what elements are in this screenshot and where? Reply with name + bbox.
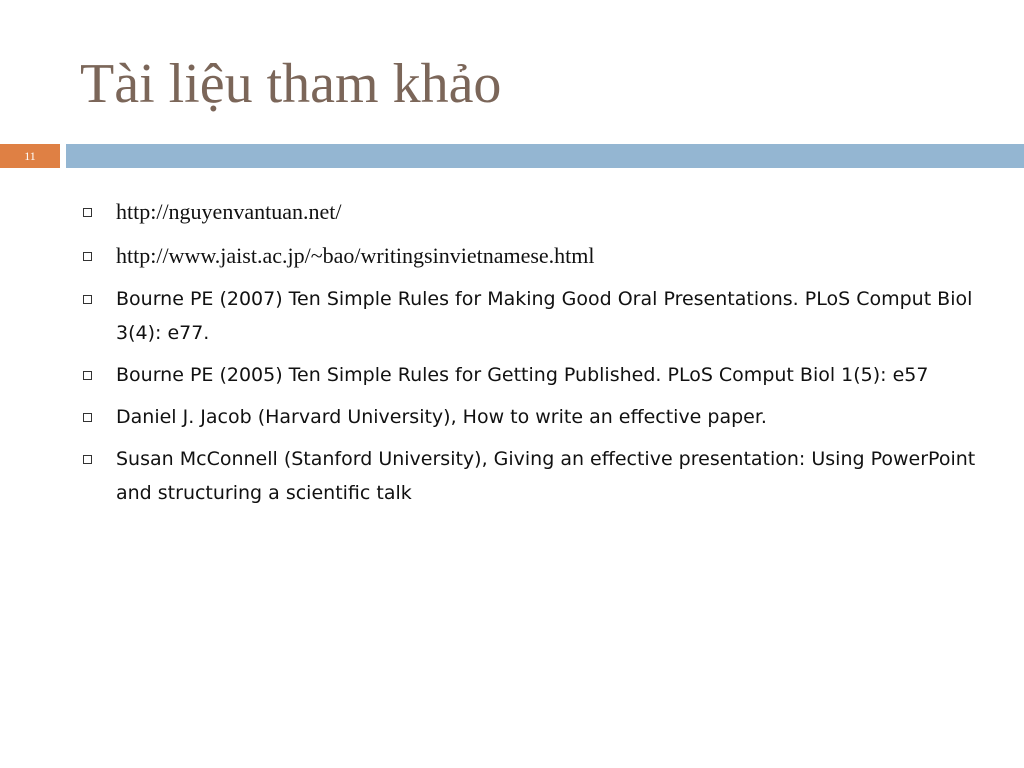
reference-text: Bourne PE (2005) Ten Simple Rules for Getting Published. PLoS Comput Biol 1(5): e57 [116,364,929,386]
hollow-square-bullet-icon [83,295,92,304]
hollow-square-bullet-icon [83,252,92,261]
reference-text: http://www.jaist.ac.jp/~bao/writingsinvietnamese.html [116,243,595,268]
title-rule-bar [66,144,1024,168]
reference-item [80,358,980,392]
reference-item [80,282,980,350]
reference-text: Daniel J. Jacob (Harvard University), How to write an effective paper. [116,406,767,428]
hollow-square-bullet-icon [83,455,92,464]
reference-text: Susan McConnell (Stanford University), Giving an effective presentation: Using PowerPoint and structuring a scientific talk [116,448,976,504]
reference-list [80,194,980,518]
reference-item [80,238,980,274]
hollow-square-bullet-icon [83,208,92,217]
reference-item [80,442,980,510]
slide-title: Tài liệu tham khảo [80,53,502,115]
reference-item [80,194,980,230]
reference-text: http://nguyenvantuan.net/ [116,199,342,224]
hollow-square-bullet-icon [83,371,92,380]
reference-item [80,400,980,434]
hollow-square-bullet-icon [83,413,92,422]
slide-number-badge: 11 [0,144,60,168]
reference-text: Bourne PE (2007) Ten Simple Rules for Making Good Oral Presentations. PLoS Comput Biol 3(4): e77. [116,288,973,344]
